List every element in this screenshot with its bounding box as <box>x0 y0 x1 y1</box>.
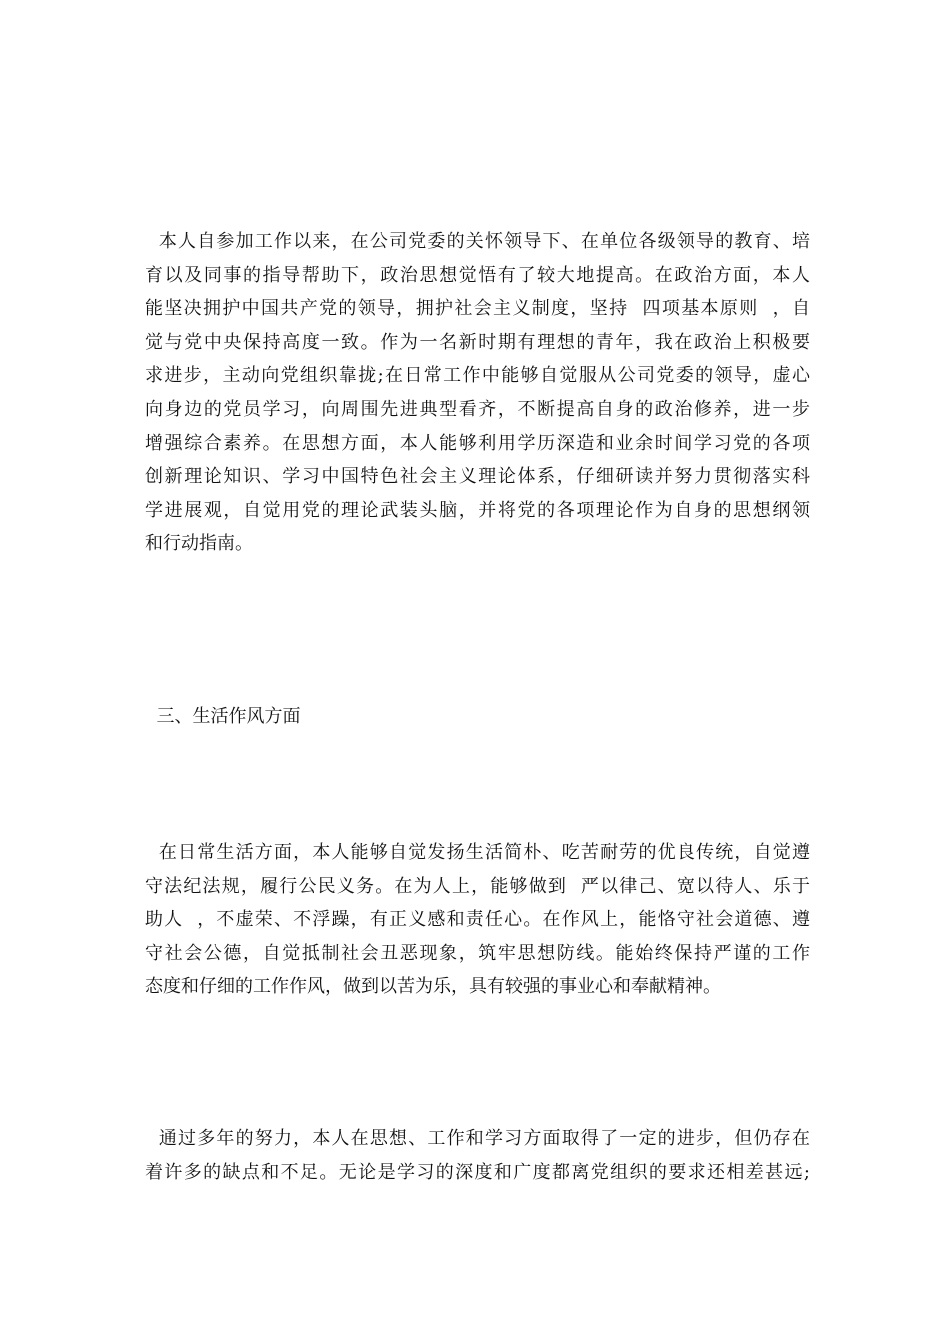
paragraph-line: 学进展观，自觉用党的理论武装头脑，并将党的各项理论作为自身的思想纲领 <box>145 499 810 521</box>
paragraph-line: 求进步，主动向党组织靠拢;在日常工作中能够自觉服从公司党委的领导，虚心 <box>145 365 810 387</box>
paragraph-lifestyle <box>145 836 810 1004</box>
paragraph-line: 通过多年的努力，本人在思想、工作和学习方面取得了一定的进步，但仍存在 <box>145 1128 810 1149</box>
paragraph-line: 增强综合素养。在思想方面，本人能够利用学历深造和业余时间学习党的各项 <box>145 432 810 454</box>
section-heading-text: 三、生活作风方面 <box>145 706 301 727</box>
paragraph-line: 向身边的党员学习，向周围先进典型看齐，不断提高自身的政治修养，进一步 <box>145 398 810 420</box>
section-heading-lifestyle <box>145 700 810 734</box>
paragraph-line: 本人自参加工作以来，在公司党委的关怀领导下、在单位各级领导的教育、培 <box>145 231 810 252</box>
paragraph-line: 守社会公德，自觉抵制社会丑恶现象，筑牢思想防线。能始终保持严谨的工作 <box>145 942 810 964</box>
paragraph-line: 育以及同事的指导帮助下，政治思想觉悟有了较大地提高。在政治方面，本人 <box>145 264 810 286</box>
paragraph-summary <box>145 1122 810 1189</box>
paragraph-line: 着许多的缺点和不足。无论是学习的深度和广度都离党组织的要求还相差甚远; <box>145 1161 810 1183</box>
paragraph-line: 在日常生活方面，本人能够自觉发扬生活简朴、吃苦耐劳的优良传统，自觉遵 <box>145 842 810 863</box>
paragraph-line: 和行动指南。 <box>145 533 253 555</box>
paragraph-line: 态度和仔细的工作作风，做到以苦为乐，具有较强的事业心和奉献精神。 <box>145 976 721 998</box>
paragraph-line: 创新理论知识、学习中国特色社会主义理论体系，仔细研读并努力贯彻落实科 <box>145 466 810 488</box>
paragraph-line: 守法纪法规，履行公民义务。在为人上，能够做到 严以律己、宽以待人、乐于 <box>145 875 810 897</box>
paragraph-line: 觉与党中央保持高度一致。作为一名新时期有理想的青年，我在政治上积极要 <box>145 331 810 353</box>
paragraph-line: 助人 ，不虚荣、不浮躁，有正义感和责任心。在作风上，能恪守社会道德、遵 <box>145 909 810 931</box>
paragraph-political-thought <box>145 225 810 561</box>
paragraph-line: 能坚决拥护中国共产党的领导，拥护社会主义制度，坚持 四项基本原则 ，自 <box>145 298 810 320</box>
